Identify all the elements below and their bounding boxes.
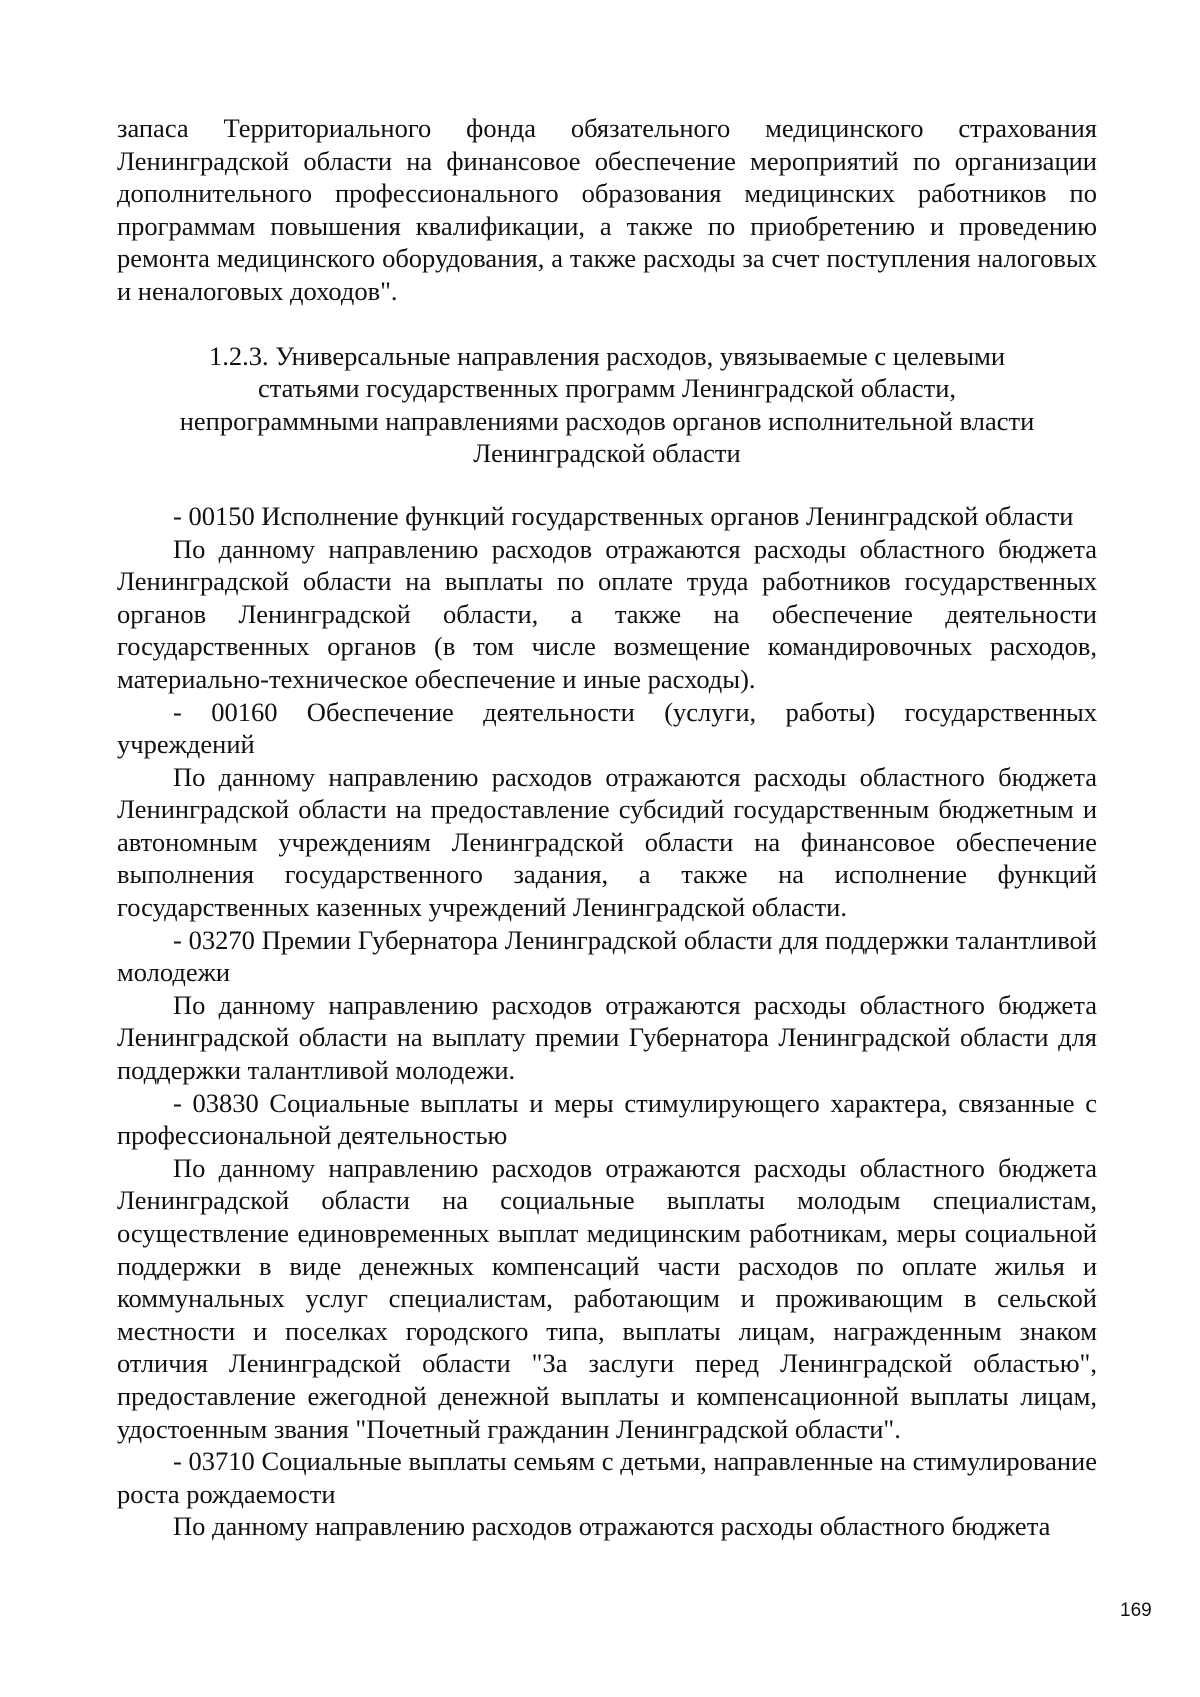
item-description-00160: По данному направлению расходов отражаются расходы областного бюджета Ленинградской области на предоставление субсидий государственным бюджетным и автономным учреждениям Ленинградской области на финансовое обеспечение выполнения государственного задания, а также на исполнение функций государственных казенных учреждений Ленинградской области. (117, 761, 1097, 923)
section-heading: 1.2.3. Универсальные направления расходов, увязываемые с целевыми статьями государственных программ Ленинградской области, непрограммными направлениями расходов органов исполнительной власти Ленинградской области (179, 340, 1035, 469)
item-description-03710: По данному направлению расходов отражаются расходы областного бюджета (173, 1511, 1051, 1542)
item-description-03830: По данному направлению расходов отражаются расходы областного бюджета Ленинградской области на социальные выплаты молодым специалистам, осуществление единовременных выплат медицинским работникам, меры социальной поддержки в виде денежных компенсаций части расходов по оплате жилья и коммунальных услуг специалистам, работающим и проживающим в сельской местности и поселках городского типа, выплаты лицам, награжденным знаком отличия Ленинградской области "За заслуги перед Ленинградской областью", предоставление ежегодной денежной выплаты и компенсационной выплаты лицам, удостоенным звания "Почетный гражданин Ленинградской области". (117, 1152, 1097, 1444)
item-title-00160: - 00160 Обеспечение деятельности (услуги, работы) государственных учреждений (117, 696, 1097, 760)
item-description-03270: По данному направлению расходов отражаются расходы областного бюджета Ленинградской области на выплату премии Губернатора Ленинградской области для поддержки талантливой молодежи. (117, 989, 1097, 1086)
item-description-00150: По данному направлению расходов отражаются расходы областного бюджета Ленинградской области на выплаты по оплате труда работников государственных органов Ленинградской области, а также на обеспечение деятельности государственных органов (в том числе возмещение командировочных расходов, материально-техническое обеспечение и иные расходы). (117, 533, 1097, 694)
item-title-03270: - 03270 Премии Губернатора Ленинградской области для поддержки талантливой молодежи (117, 924, 1097, 988)
item-title-03710: - 03710 Социальные выплаты семьям с детьми, направленные на стимулирование роста рождаемости (117, 1446, 1097, 1509)
intro-paragraph: запаса Территориального фонда обязательного медицинского страхования Ленинградской области на финансовое обеспечение мероприятий по организации дополнительного профессионального образования медицинских работников по программам повышения квалификации, а также по приобретению и проведению ремонта медицинского оборудования, а также расходы за счет поступления налоговых и неналоговых доходов". (117, 113, 1097, 306)
page-body (117, 112, 1097, 1543)
item-title-03830: - 03830 Социальные выплаты и меры стимулирующего характера, связанные с профессиональной деятельностью (117, 1087, 1097, 1151)
page-number: 169 (1120, 1600, 1152, 1621)
item-title-00150: - 00150 Исполнение функций государственных органов Ленинградской области (173, 500, 1074, 531)
